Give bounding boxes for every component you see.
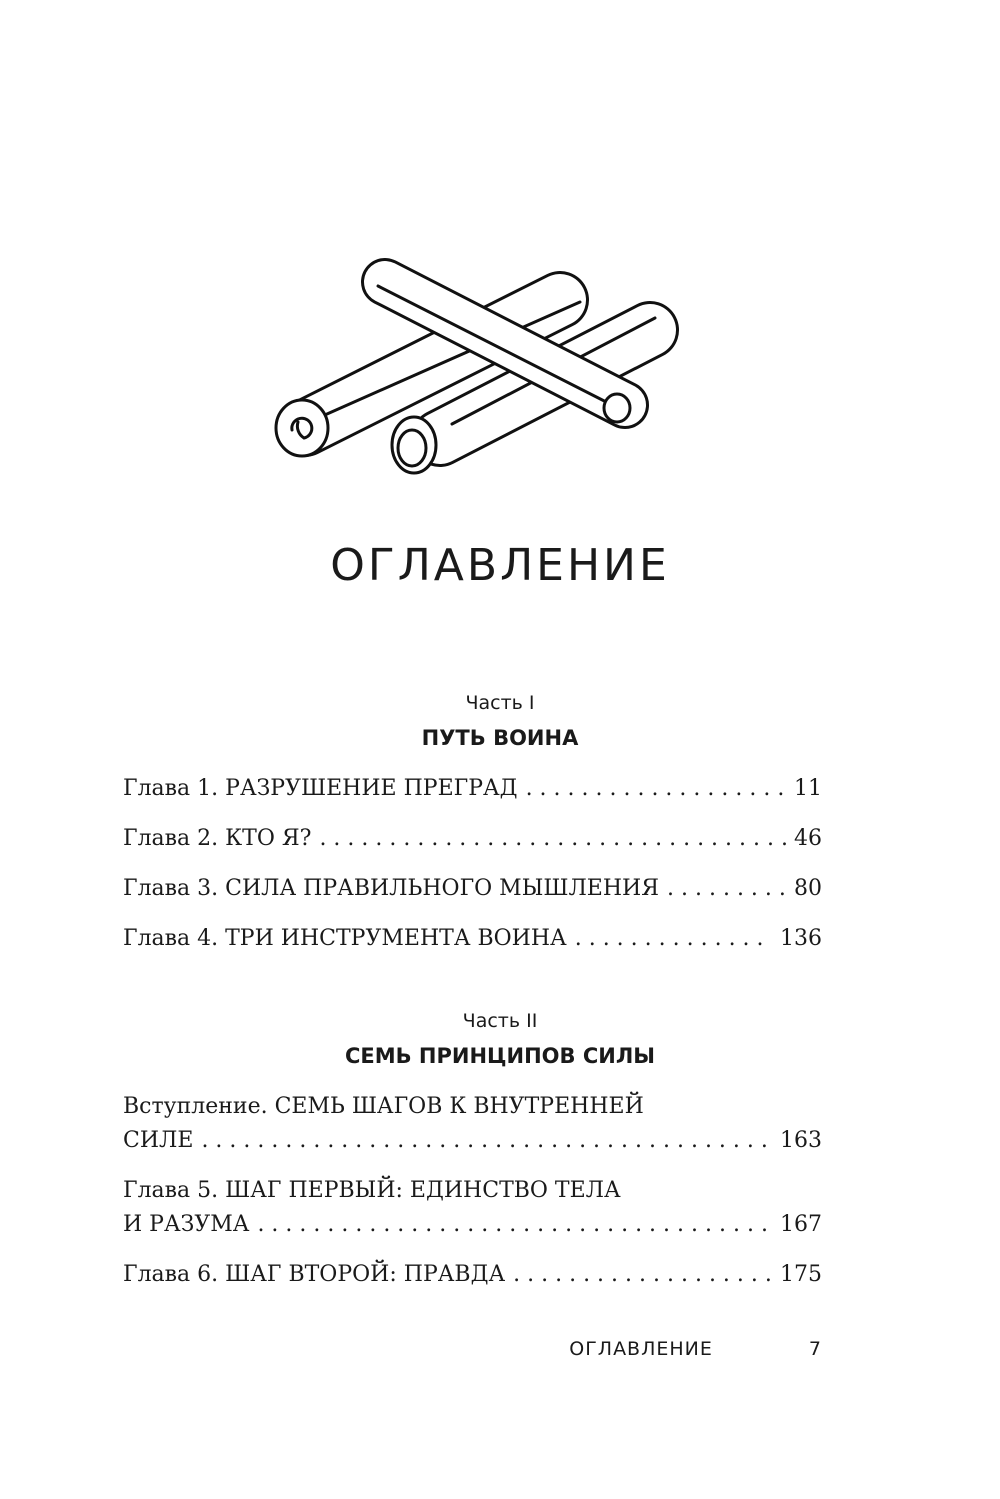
leader-dots	[513, 1258, 772, 1292]
entry-title: Глава 4. ТРИ ИНСТРУМЕНТА ВОИНА	[123, 926, 567, 951]
entry-title: Глава 1. РАЗРУШЕНИЕ ПРЕГРАД	[123, 776, 518, 801]
entry-title: Глава 6. ШАГ ВТОРОЙ: ПРАВДА	[123, 1262, 506, 1287]
entry-title-cont: И РАЗУМА	[123, 1212, 250, 1237]
entry-title-cont: СИЛЕ	[123, 1128, 194, 1153]
running-head: ОГЛАВЛЕНИЕ	[569, 1338, 713, 1360]
leader-dots	[319, 822, 786, 856]
toc-entry[interactable]	[123, 822, 822, 856]
entry-title: Глава 2. КТО Я?	[123, 826, 312, 851]
entry-page: 46	[794, 826, 822, 851]
cinnamon-sticks-icon	[250, 240, 690, 500]
leader-dots	[257, 1208, 772, 1242]
page-number: 7	[808, 1338, 822, 1360]
entry-page: 175	[780, 1262, 822, 1287]
page-title: ОГЛАВЛЕНИЕ	[330, 540, 670, 591]
toc-entry[interactable]	[123, 1090, 822, 1158]
entry-page: 136	[780, 926, 822, 951]
entry-title: Глава 5. ШАГ ПЕРВЫЙ: ЕДИНСТВО ТЕЛА	[123, 1178, 621, 1203]
leader-dots	[526, 772, 786, 806]
leader-dots	[201, 1124, 772, 1158]
toc-part-1	[123, 772, 822, 956]
entry-page: 167	[780, 1212, 822, 1237]
entry-title: Вступление. СЕМЬ ШАГОВ К ВНУТРЕННЕЙ	[123, 1094, 644, 1119]
entry-page: 80	[794, 876, 822, 901]
page-footer	[569, 1338, 822, 1360]
entry-page: 163	[780, 1128, 822, 1153]
toc-entry[interactable]	[123, 872, 822, 906]
part-2-number: Часть II	[462, 1010, 538, 1032]
toc-entry[interactable]	[123, 1174, 822, 1242]
leader-dots	[575, 922, 772, 956]
toc-entry[interactable]	[123, 1258, 822, 1292]
part-1-number: Часть I	[465, 692, 535, 714]
leader-dots	[667, 872, 786, 906]
part-2-title: СЕМЬ ПРИНЦИПОВ СИЛЫ	[344, 1044, 656, 1068]
entry-title: Глава 3. СИЛА ПРАВИЛЬНОГО МЫШЛЕНИЯ	[123, 876, 660, 901]
part-1-title: ПУТЬ ВОИНА	[421, 726, 579, 750]
toc-part-2	[123, 1090, 822, 1292]
toc-entry[interactable]	[123, 922, 822, 956]
entry-page: 11	[794, 776, 822, 801]
toc-entry[interactable]	[123, 772, 822, 806]
